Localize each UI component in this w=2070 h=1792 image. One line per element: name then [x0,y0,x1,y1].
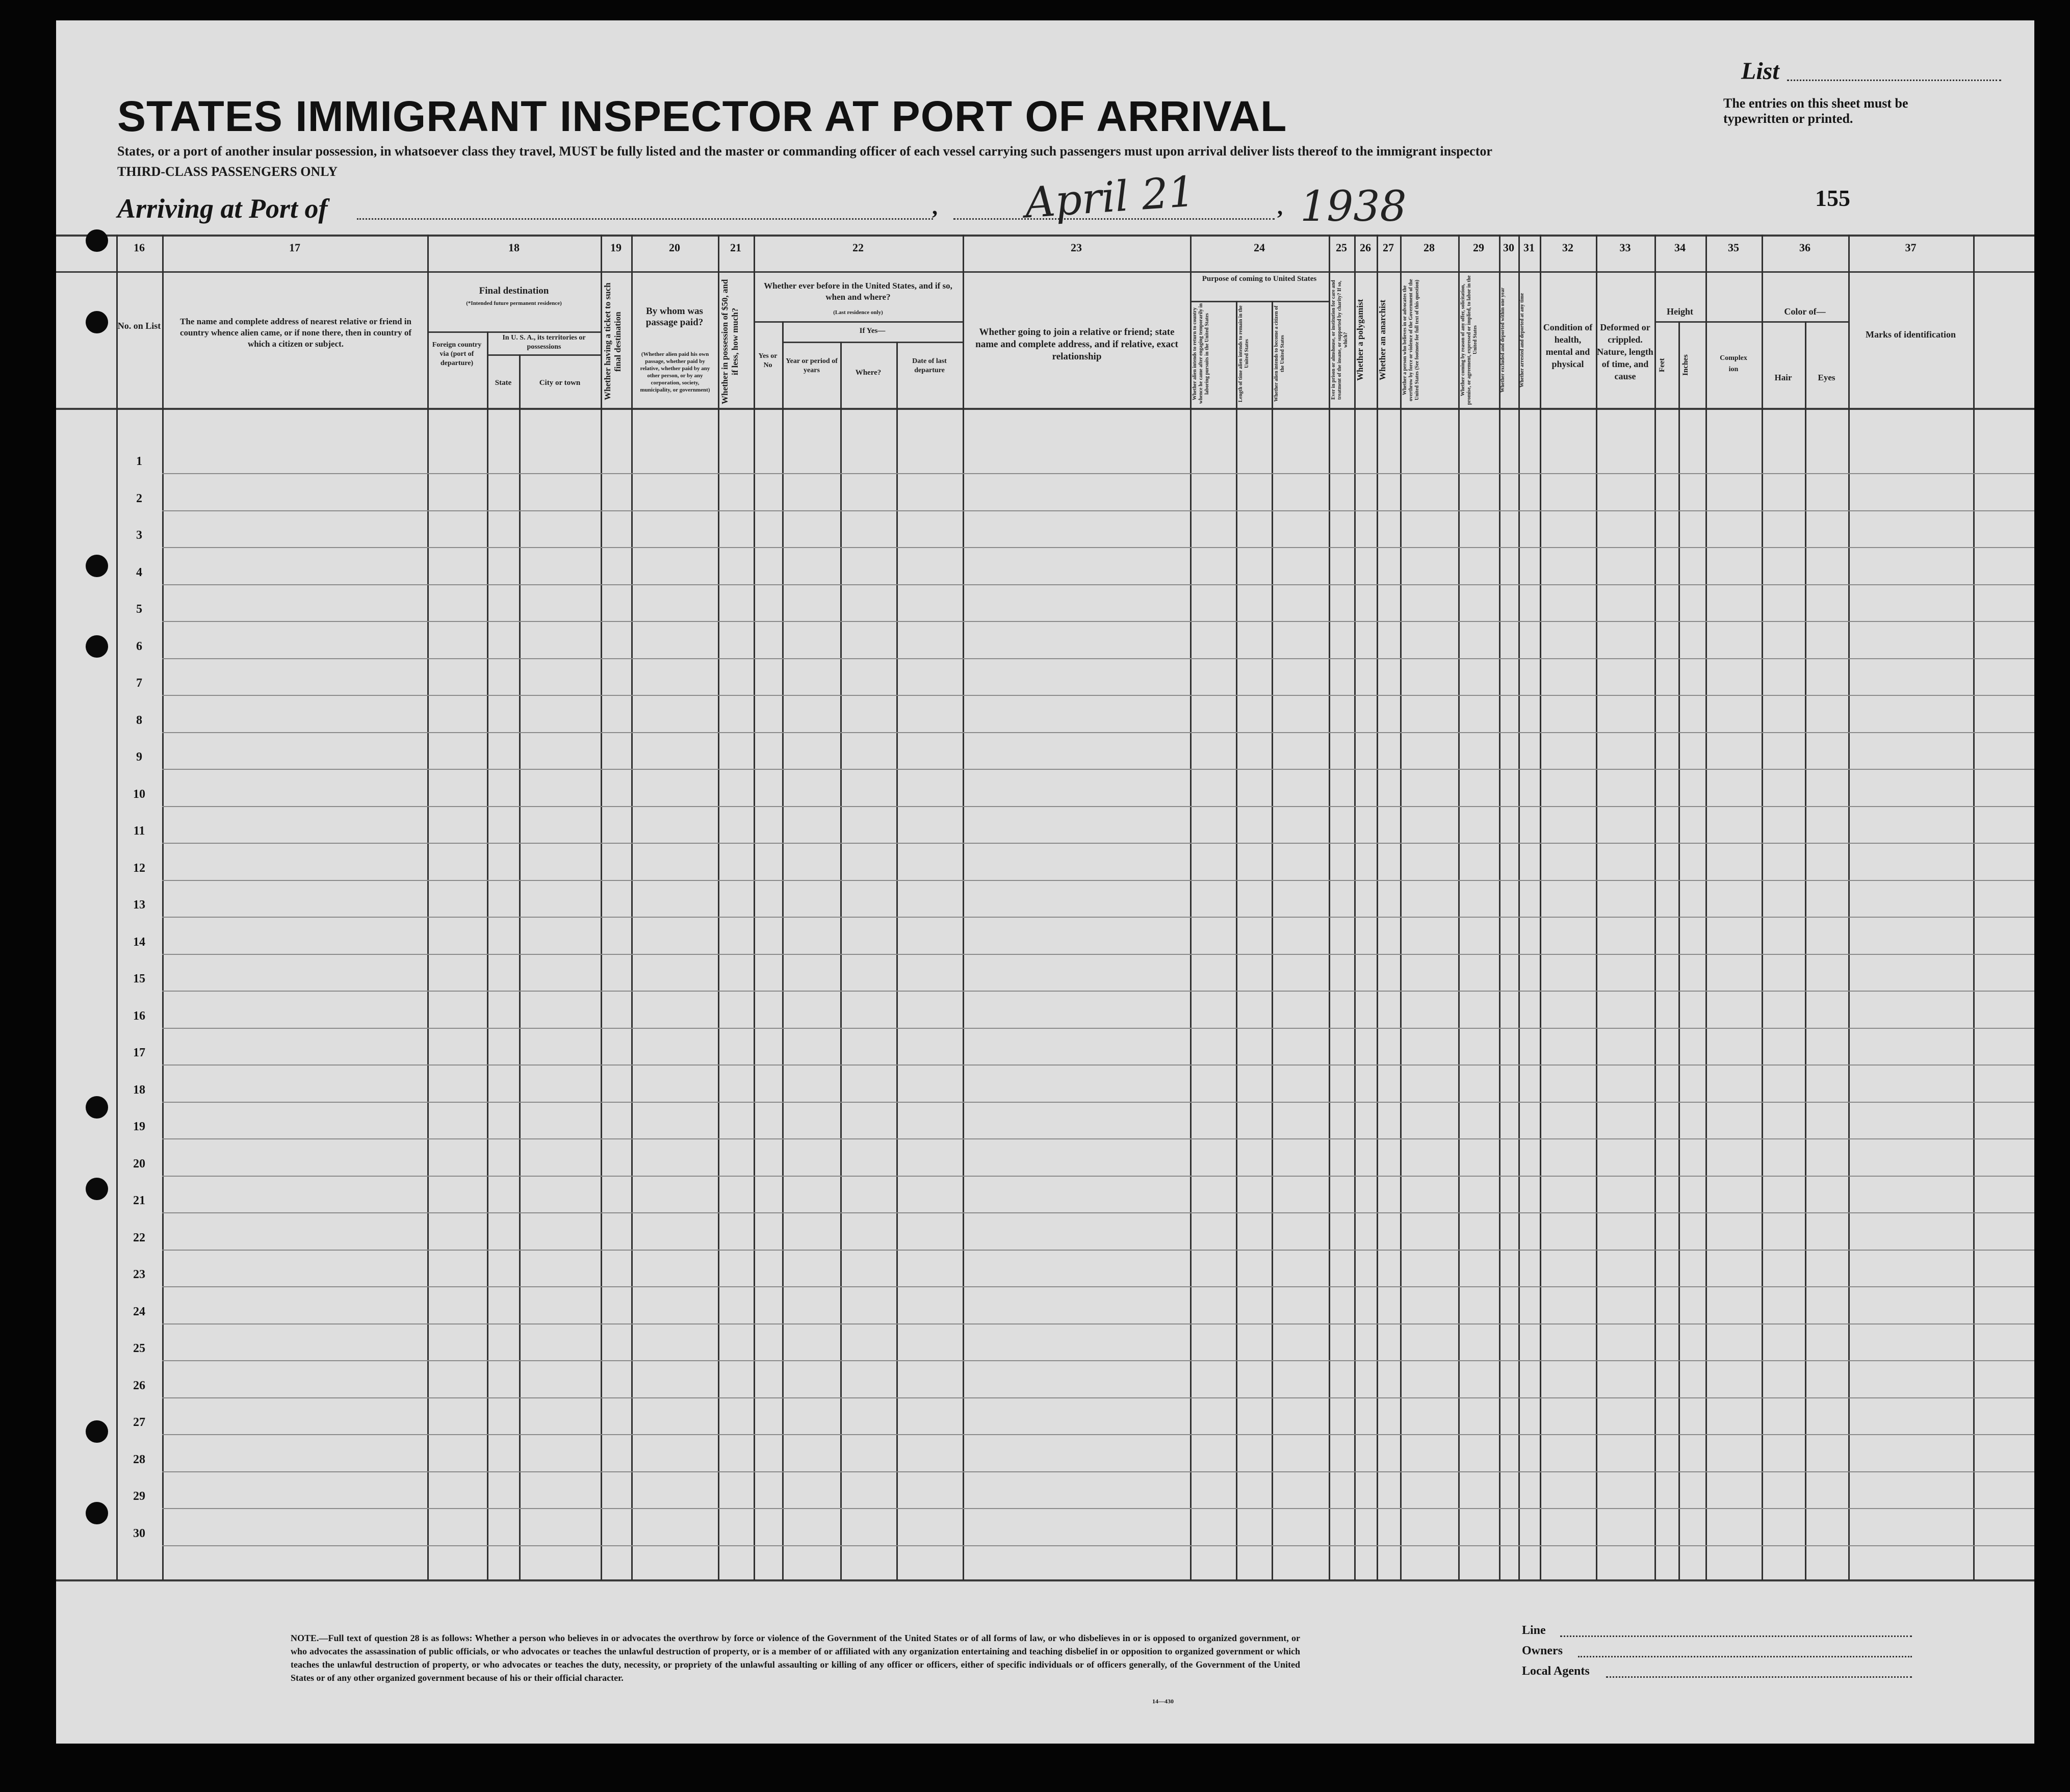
row-number: 17 [133,1046,145,1059]
col-num-29: 29 [1473,241,1484,254]
form-number: 14—430 [1152,1698,1174,1705]
passenger-class: THIRD-CLASS PASSENGERS ONLY [117,164,338,179]
header-no-on-list: No. on List [117,321,161,331]
col-num-36: 36 [1799,241,1810,254]
table-row[interactable] [162,1064,2034,1066]
header-purpose: Purpose of coming to United States [1202,275,1317,283]
arriving-label: Arriving at Port of [117,193,328,224]
table-row[interactable] [162,1471,2034,1472]
header-state: State [495,379,512,387]
table-row[interactable] [162,1360,2034,1361]
header-where: Where? [855,369,882,377]
table-row[interactable] [162,1508,2034,1509]
page-number: 155 [1815,185,1850,211]
owners-label: Owners [1522,1644,1563,1657]
row-number: 13 [133,898,145,912]
row-number: 20 [133,1157,145,1171]
form-title: STATES IMMIGRANT INSPECTOR AT PORT OF ARRIVAL [117,92,1287,140]
header-passage-paid-note: (Whether alien paid his own passage, whether paid by relative, whether paid by any other person, or by any corporation, society, municipality, or government) [640,351,710,393]
table-row[interactable] [162,584,2034,585]
col-num-25: 25 [1336,241,1347,254]
table-row[interactable] [162,1397,2034,1398]
col-num-16: 16 [134,241,145,254]
table-row[interactable] [162,1286,2034,1287]
row-number: 1 [136,455,142,468]
table-row[interactable] [162,806,2034,807]
header-fifty-dollars: Whether in possession of $50, and if less, how much? [720,279,740,404]
col-num-24: 24 [1254,241,1265,254]
row-number: 2 [136,491,142,505]
punch-hole [86,1502,108,1524]
col-num-34: 34 [1674,241,1686,254]
row-number: 29 [133,1490,145,1503]
col-num-31: 31 [1523,241,1535,254]
punch-hole [86,229,108,252]
table-row[interactable] [162,1545,2034,1546]
header-city: City or town [539,379,581,387]
row-number: 21 [133,1194,145,1207]
row-number: 6 [136,639,142,653]
header-inches: Inches [1681,354,1690,376]
footnote-question-28: NOTE.—Full text of question 28 is as follows: Whether a person who believes in or advocates the overthrow by force or violence of the Government of the United States or of all forms of law, or who disbelieves in or is opposed to organized government, or who advocates the assassination of public officials, or who advocates or teaches the unlawful destruction of property, or is a member of or affiliated with any organization entertaining and teaching disbelief in or opposition to organized government or which teaches the unlawful destruction of property, or who advocates or teaches the duty, necessity, or propriety of the unlawful assaulting or killing of any officer or officers, either of specific individuals or of officers generally, of the Government of the United States or of any other organized government because of his or their official character. [291,1633,1300,1683]
header-overthrow: Whether a person who believes in or advocates the overthrow by force or violence of the Government of the United States (See footnote for full text of this question) [1402,279,1420,401]
row-number: 16 [133,1009,145,1023]
table-row[interactable] [162,954,2034,955]
owners-field[interactable] [1578,1656,1912,1657]
row-number: 10 [133,787,145,801]
table-row[interactable] [162,991,2034,992]
table-row[interactable] [162,658,2034,659]
col-num-26: 26 [1360,241,1371,254]
port-field[interactable] [357,218,933,220]
header-join-relative: Whether going to join a relative or friend; state name and complete address, and if relative, exact relationship [975,327,1178,362]
row-number: 26 [133,1379,145,1392]
row-number: 9 [136,750,142,764]
header-feet: Feet [1658,358,1666,372]
table-row[interactable] [162,1434,2034,1435]
line-label: Line [1522,1624,1546,1637]
table-row[interactable] [162,1102,2034,1103]
handwritten-year: 1938 [1300,183,1407,231]
row-number: 27 [133,1416,145,1429]
header-height: Height [1667,306,1693,317]
col-num-33: 33 [1619,241,1631,254]
table-row[interactable] [162,843,2034,844]
col-num-22: 22 [852,241,864,254]
row-number: 28 [133,1452,145,1466]
table-row[interactable] [162,1250,2034,1251]
header-ticket: Whether having a ticket to such final destination [603,282,623,401]
local-agents-field[interactable] [1606,1676,1912,1678]
row-number: 19 [133,1120,145,1133]
table-row[interactable] [162,732,2034,733]
col-num-17: 17 [289,241,300,254]
header-if-yes: If Yes— [859,327,886,335]
list-field[interactable] [1787,80,2001,81]
date-comma: , [932,194,938,219]
header-last-residence-note: (Last residence only) [833,309,883,316]
header-date-last-departure: Date of last departure [912,357,947,374]
header-eyes: Eyes [1818,373,1835,382]
col-num-27: 27 [1383,241,1394,254]
row-number: 23 [133,1268,145,1281]
table-row[interactable] [162,621,2034,622]
row-number: 24 [133,1305,145,1318]
punch-hole [86,1178,108,1200]
row-number: 7 [136,677,142,690]
header-prison-almshouse: Ever in prison or almshouse, or institution for care and treatment of the insane, or supported by charity? If so, which? [1331,280,1349,400]
table-row[interactable] [162,769,2034,770]
header-marks-of-identification: Marks of identification [1866,329,1956,340]
col-num-28: 28 [1424,241,1435,254]
form-subtitle: States, or a port of another insular possession, in whatsoever class they travel, MUST be fully listed and the master or commanding officer of each vessel carrying such passengers must upon arrival deliver lists thereof to the immigrant inspector [117,144,1492,159]
punch-hole [86,311,108,333]
header-arrested-deported: Whether arrested and deported at any time [1519,293,1525,387]
header-passage-paid: By whom was passage paid? [645,306,704,328]
punch-hole [86,555,108,577]
col-num-19: 19 [610,241,622,254]
row-number: 25 [133,1342,145,1355]
local-agents-label: Local Agents [1522,1665,1590,1678]
col-num-37: 37 [1905,241,1917,254]
header-hair: Hair [1774,373,1792,382]
header-labor-offer: Whether coming by reason of any offer, solicitation, promise, or agreement, expressed or implied, to labor in the United States [1460,275,1478,405]
table-row[interactable] [162,547,2034,548]
form-sheet [56,20,2034,1744]
punch-hole [86,635,108,658]
col-num-23: 23 [1071,241,1082,254]
row-number: 14 [133,935,145,949]
row-number: 15 [133,972,145,985]
col-num-21: 21 [730,241,741,254]
table-row[interactable] [162,510,2034,511]
table-row[interactable] [162,1138,2034,1139]
handwritten-date: April 21 [1023,167,1197,228]
header-deformed: Deformed or crippled. Nature, length of time, and cause [1597,322,1653,381]
row-number: 8 [136,713,142,727]
table-row[interactable] [162,1176,2034,1177]
table-row[interactable] [162,1212,2034,1213]
row-number: 18 [133,1083,145,1097]
header-complexion: Complexion [1720,354,1747,373]
table-row[interactable] [162,473,2034,474]
punch-hole [86,1096,108,1119]
header-citizen-intent: Whether alien intends to become a citizen of the United States [1274,305,1285,402]
header-return-intent: Whether alien intends to return to country whence he came after engaging temporarily in laboring pursuits in the United States [1192,303,1210,404]
header-period-of-years: Year or period of years [786,357,838,374]
punch-hole [86,1420,108,1443]
col-num-35: 35 [1728,241,1739,254]
row-number: 22 [133,1231,145,1244]
list-label: List [1741,58,1779,85]
row-number: 5 [136,603,142,616]
row-number: 12 [133,861,145,875]
header-length-of-stay: Length of time alien intends to remain in the United States [1238,305,1250,402]
header-final-destination-note: (*Intended future permanent residence) [466,300,562,306]
header-health: Condition of health, mental and physical [1543,322,1593,369]
header-ever-before-in-us: Whether ever before in the United States, and if so, when and where? [764,281,952,302]
instructions: The entries on this sheet must be typewritten or printed. [1723,96,1908,126]
row-number: 4 [136,565,142,579]
table-row[interactable] [162,695,2034,696]
row-number: 3 [136,529,142,542]
header-excluded-deported: Whether excluded and deported within one year [1500,288,1506,393]
header-anarchist: Whether an anarchist [1378,299,1387,381]
table-row[interactable] [162,880,2034,881]
row-number: 30 [133,1526,145,1540]
header-final-destination: Final destination [479,285,549,296]
header-color-of: Color of— [1784,306,1826,317]
year-comma: , [1277,194,1283,219]
table-row[interactable] [162,1323,2034,1324]
table-row[interactable] [162,917,2034,918]
line-field[interactable] [1560,1635,1912,1637]
col-num-20: 20 [669,241,680,254]
col-num-32: 32 [1562,241,1573,254]
row-number: 11 [133,824,145,838]
table-row[interactable] [162,1028,2034,1029]
col-num-18: 18 [508,241,520,254]
header-in-usa: In U. S. A., its territories or possessions [502,334,586,351]
header-foreign-country: Foreign country via (port of departure) [432,341,482,367]
header-yes-or-no: Yes or No [758,352,778,369]
col-num-30: 30 [1503,241,1514,254]
header-polygamist: Whether a polygamist [1355,299,1365,381]
header-nearest-relative: The name and complete address of nearest relative or friend in country whence alien came, or if none there, then in country of which a citizen or subject. [179,317,412,349]
